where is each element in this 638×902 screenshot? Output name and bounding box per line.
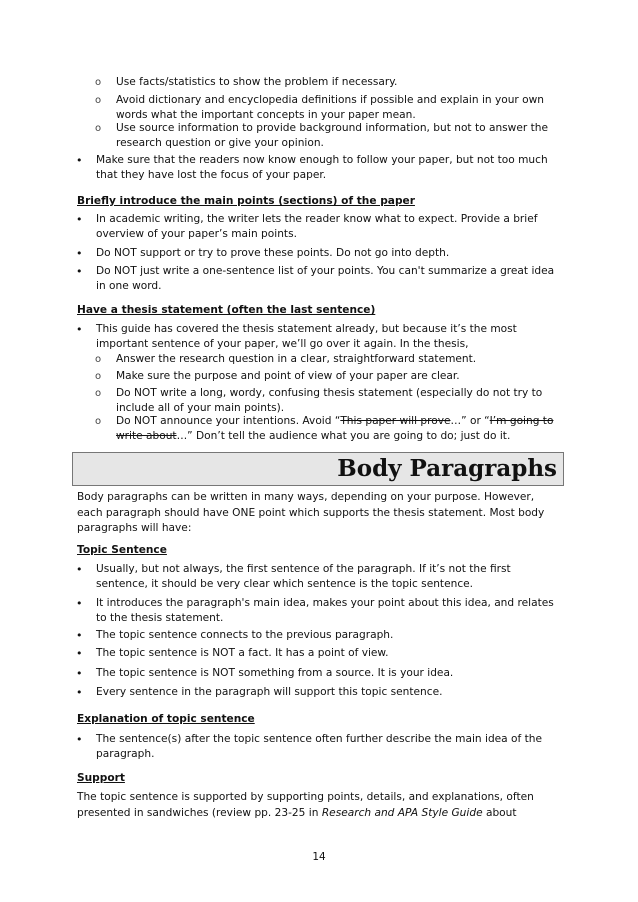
bullet-icon: • [76, 629, 83, 642]
sub-item-text: Avoid dictionary and encyclopedia definitions if possible and explain in your own words what the important concepts in your paper mean. [116, 94, 545, 121]
hollow-bullet-icon: o [95, 95, 102, 106]
bullet-icon: • [76, 733, 83, 746]
hollow-bullet-icon: o [95, 416, 102, 427]
bullet-item-text: Every sentence in the paragraph will support this topic sentence. [96, 686, 443, 698]
announce-text-mid: …” or “ [450, 415, 490, 427]
bullet-icon: • [76, 563, 83, 576]
sub-item-text: Use facts/statistics to show the problem if necessary. [116, 76, 398, 88]
bullet-item-text: It introduces the paragraph's main idea, makes your point about this idea, and relates to the thesis statement. [96, 597, 554, 624]
bullet-item-text: This guide has covered the thesis statement already, but because it’s the most important sentence of your paper, we’ll go over it again. In the thesis, [96, 323, 517, 350]
sub-item-text [116, 414, 566, 444]
sub-item-text: Answer the research question in a clear, straightforward statement. [116, 353, 477, 365]
section-heading-main-points: Briefly introduce the main points (sections) of the paper [77, 195, 415, 207]
bullet-icon: • [76, 323, 83, 336]
page-number: 14 [312, 851, 326, 863]
bullet-item-text: Do NOT support or try to prove these points. Do not go into depth. [96, 247, 450, 259]
bullet-item-text: In academic writing, the writer lets the reader know what to expect. Provide a brief overview of your paper’s main points. [96, 213, 538, 240]
section-heading-topic-sentence: Topic Sentence [77, 544, 167, 556]
struck-example-1: This paper will prove [340, 415, 451, 427]
sub-item-text: Do NOT write a long, wordy, confusing thesis statement (especially do not try to include all of your main points). [116, 387, 543, 414]
bullet-icon: • [76, 686, 83, 699]
support-text-post: about [482, 806, 517, 819]
announce-text-pre: Do NOT announce your intentions. Avoid “ [116, 415, 341, 427]
sub-item-text: Use source information to provide background information, but not to answer the research question or give your opinion. [116, 122, 548, 149]
bullet-item-text: The sentence(s) after the topic sentence often further describe the main idea of the paragraph. [96, 733, 543, 760]
announce-text-post: …” Don’t tell the audience what you are going to do; just do it. [176, 430, 511, 442]
bullet-icon: • [76, 597, 83, 610]
hollow-bullet-icon: o [95, 123, 102, 134]
body-intro-paragraph: Body paragraphs can be written in many ways, depending on your purpose. However, each paragraph should have ONE point which supports the thesis statement. Most body paragraphs will have: [77, 491, 545, 534]
guide-title: Research and APA Style Guide [321, 806, 483, 819]
sub-item-text: Make sure the purpose and point of view of your paper are clear. [116, 370, 460, 382]
bullet-item-text: The topic sentence is NOT a fact. It has a point of view. [96, 647, 389, 659]
bullet-item-text: The topic sentence connects to the previous paragraph. [96, 629, 394, 641]
section-banner [72, 452, 564, 486]
bullet-icon: • [76, 647, 83, 660]
bullet-icon: • [76, 213, 83, 226]
bullet-icon: • [76, 265, 83, 278]
bullet-icon: • [76, 247, 83, 260]
bullet-item-text: Make sure that the readers now know enough to follow your paper, but not too much that they have lost the focus of your paper. [96, 154, 548, 181]
banner-title: Body Paragraphs [337, 455, 557, 482]
bullet-item-text: The topic sentence is NOT something from a source. It is your idea. [96, 667, 454, 679]
section-heading-support: Support [77, 772, 125, 784]
bullet-item-text: Usually, but not always, the first sentence of the paragraph. If it’s not the first sentence, it should be very clear which sentence is the topic sentence. [96, 563, 511, 590]
section-heading-explanation: Explanation of topic sentence [77, 713, 255, 725]
hollow-bullet-icon: o [95, 77, 102, 88]
struck-example-2: I’m going to write about [116, 415, 554, 442]
bullet-icon: • [76, 667, 83, 680]
bullet-icon: • [76, 154, 83, 167]
section-heading-thesis: Have a thesis statement (often the last sentence) [77, 304, 376, 316]
hollow-bullet-icon: o [95, 388, 102, 399]
support-paragraph [77, 790, 557, 821]
hollow-bullet-icon: o [95, 371, 102, 382]
support-text-pre: The topic sentence is supported by supporting points, details, and explanations, often presented in sandwiches (review pp. 23-25 in [77, 791, 534, 819]
bullet-item-text: Do NOT just write a one-sentence list of your points. You can't summarize a great idea in one word. [96, 265, 555, 292]
hollow-bullet-icon: o [95, 354, 102, 365]
